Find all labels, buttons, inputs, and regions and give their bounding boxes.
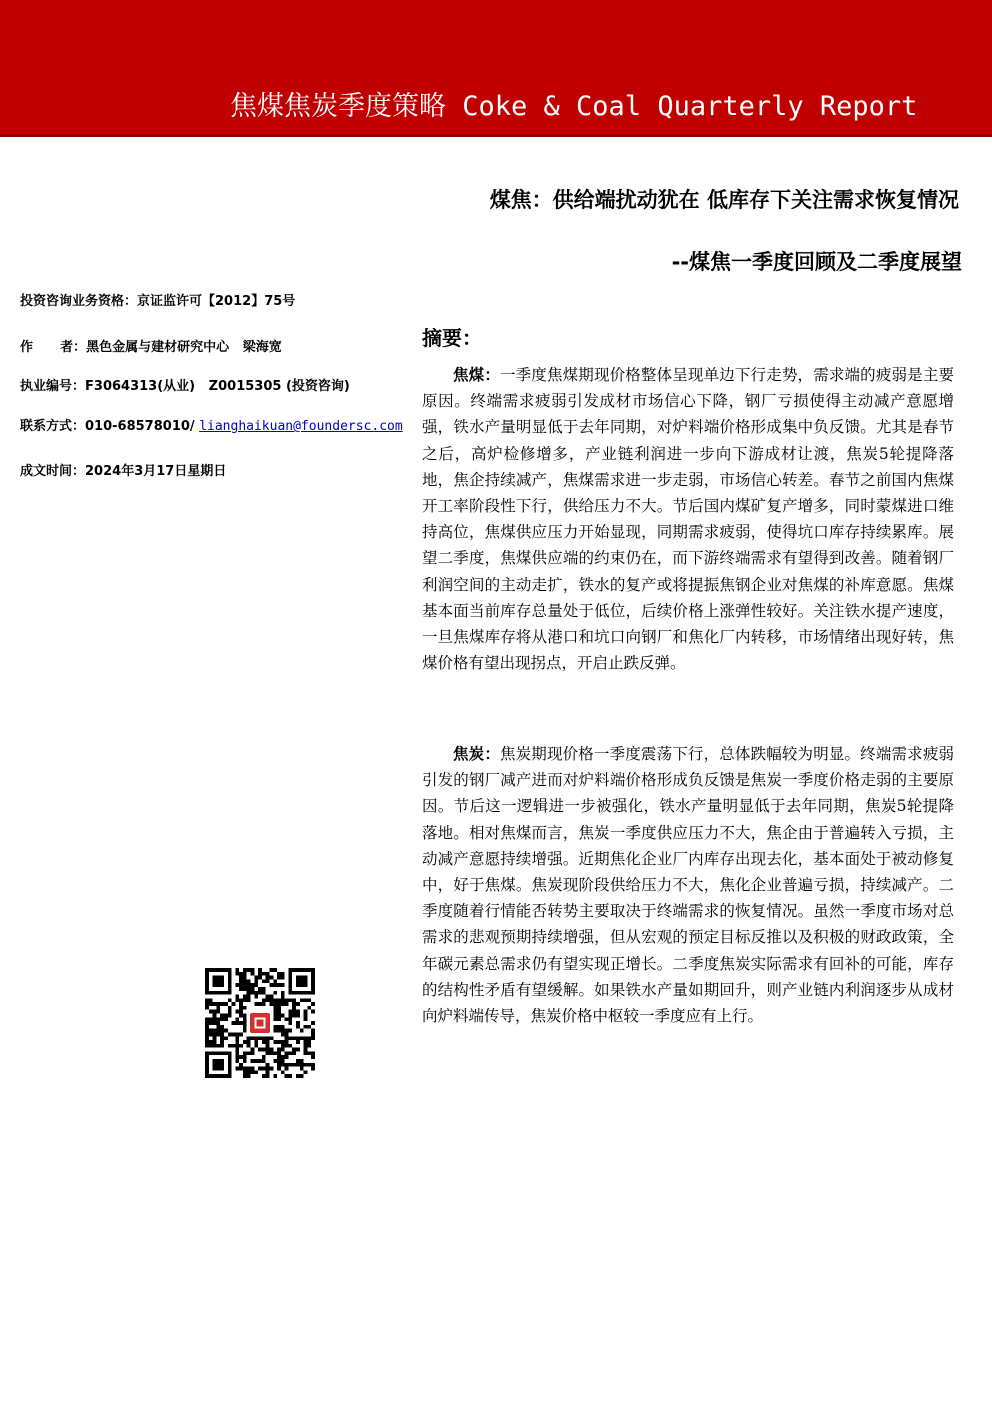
contact-label: 联系方式：: [20, 419, 86, 434]
coke-lead: 焦炭：: [453, 745, 500, 763]
qr-code-icon: [205, 968, 315, 1078]
report-series-title: 焦煤焦炭季度策略 Coke & Coal Quarterly Report: [230, 91, 918, 122]
coke-paragraph: [422, 741, 954, 1029]
author-line: [20, 336, 282, 355]
date-label: 成文时间：: [20, 464, 86, 479]
author-label: 作 者：: [20, 340, 87, 355]
author-value: 黑色金属与建材研究中心 梁海宽: [86, 340, 282, 355]
cert-label: 执业编号：: [20, 379, 86, 394]
coking-coal-paragraph: [422, 362, 954, 676]
license-value: 京证监许可【2012】75号: [137, 294, 296, 309]
license-label: 投资咨询业务资格：: [20, 294, 138, 309]
contact-phone: 010-68578010/: [85, 419, 200, 434]
report-subtitle: --煤焦一季度回顾及二季度展望: [671, 250, 962, 274]
abstract-heading: 摘要：: [422, 326, 482, 350]
report-title: 煤焦：供给端扰动犹在 低库存下关注需求恢复情况: [489, 188, 959, 212]
date-value: 2024年3月17日星期日: [85, 464, 227, 479]
cert-line: [20, 375, 350, 394]
coke-text: 焦炭期现价格一季度震荡下行，总体跌幅较为明显。终端需求疲弱引发的钢厂减产进而对炉料端价格形成负反馈是焦炭一季度价格走弱的主要原因。节后这一逻辑进一步被强化，铁水产量明显低于去年同期，焦炭5轮提降落地。相对焦煤而言，焦炭一季度供应压力不大，焦企由于普遍转入亏损，主动减产意愿持续增强。近期焦化企业厂内库存出现去化，基本面处于被动修复中，好于焦煤。焦炭现阶段供给压力不大，焦化企业普遍亏损，持续减产。二季度随着行情能否转势主要取决于终端需求的恢复情况。虽然一季度市场对总需求的悲观预期持续增强，但从宏观的预定目标反推以及积极的财政政策，全年碳元素总需求仍有望实现正增长。二季度焦炭实际需求有回补的可能，库存的结构性矛盾有望缓解。如果铁水产量如期回升，则产业链内利润逐步从成材向炉料端传导，焦炭价格中枢较一季度应有上行。: [422, 745, 954, 1026]
license-line: [20, 290, 295, 309]
qr-logo: [250, 1013, 270, 1033]
cert-value: F3064313(从业) Z0015305 (投资咨询): [85, 379, 350, 394]
contact-email-link[interactable]: lianghaikuan@foundersc.com: [199, 419, 403, 434]
date-line: [20, 460, 226, 479]
coking-coal-text: 一季度焦煤期现价格整体呈现单边下行走势，需求端的疲弱是主要原因。终端需求疲弱引发成材市场信心下降，钢厂亏损使得主动减产意愿增强，铁水产量明显低于去年同期，对炉料端价格形成集中负反馈。尤其是春节之后，高炉检修增多，产业链利润进一步向下游成材让渡，焦炭5轮提降落地，焦企持续减产，焦煤需求进一步走弱，市场信心转差。春节之前国内焦煤开工率阶段性下行，供给压力不大。节后国内煤矿复产增多，同时蒙煤进口维持高位，焦煤供应压力开始显现，同期需求疲弱，使得坑口库存持续累库。展望二季度，焦煤供应端的约束仍在，而下游终端需求有望得到改善。随着钢厂利润空间的主动走扩，铁水的复产或将提振焦钢企业对焦煤的补库意愿。焦煤基本面当前库存总量处于低位，后续价格上涨弹性较好。关注铁水提产速度，一旦焦煤库存将从港口和坑口向钢厂和焦化厂内转移，市场情绪出现好转，焦煤价格有望出现拐点，开启止跌反弹。: [422, 366, 954, 673]
coking-coal-lead: 焦煤：: [453, 366, 500, 384]
header-band: [0, 0, 992, 137]
contact-line: [20, 415, 403, 434]
